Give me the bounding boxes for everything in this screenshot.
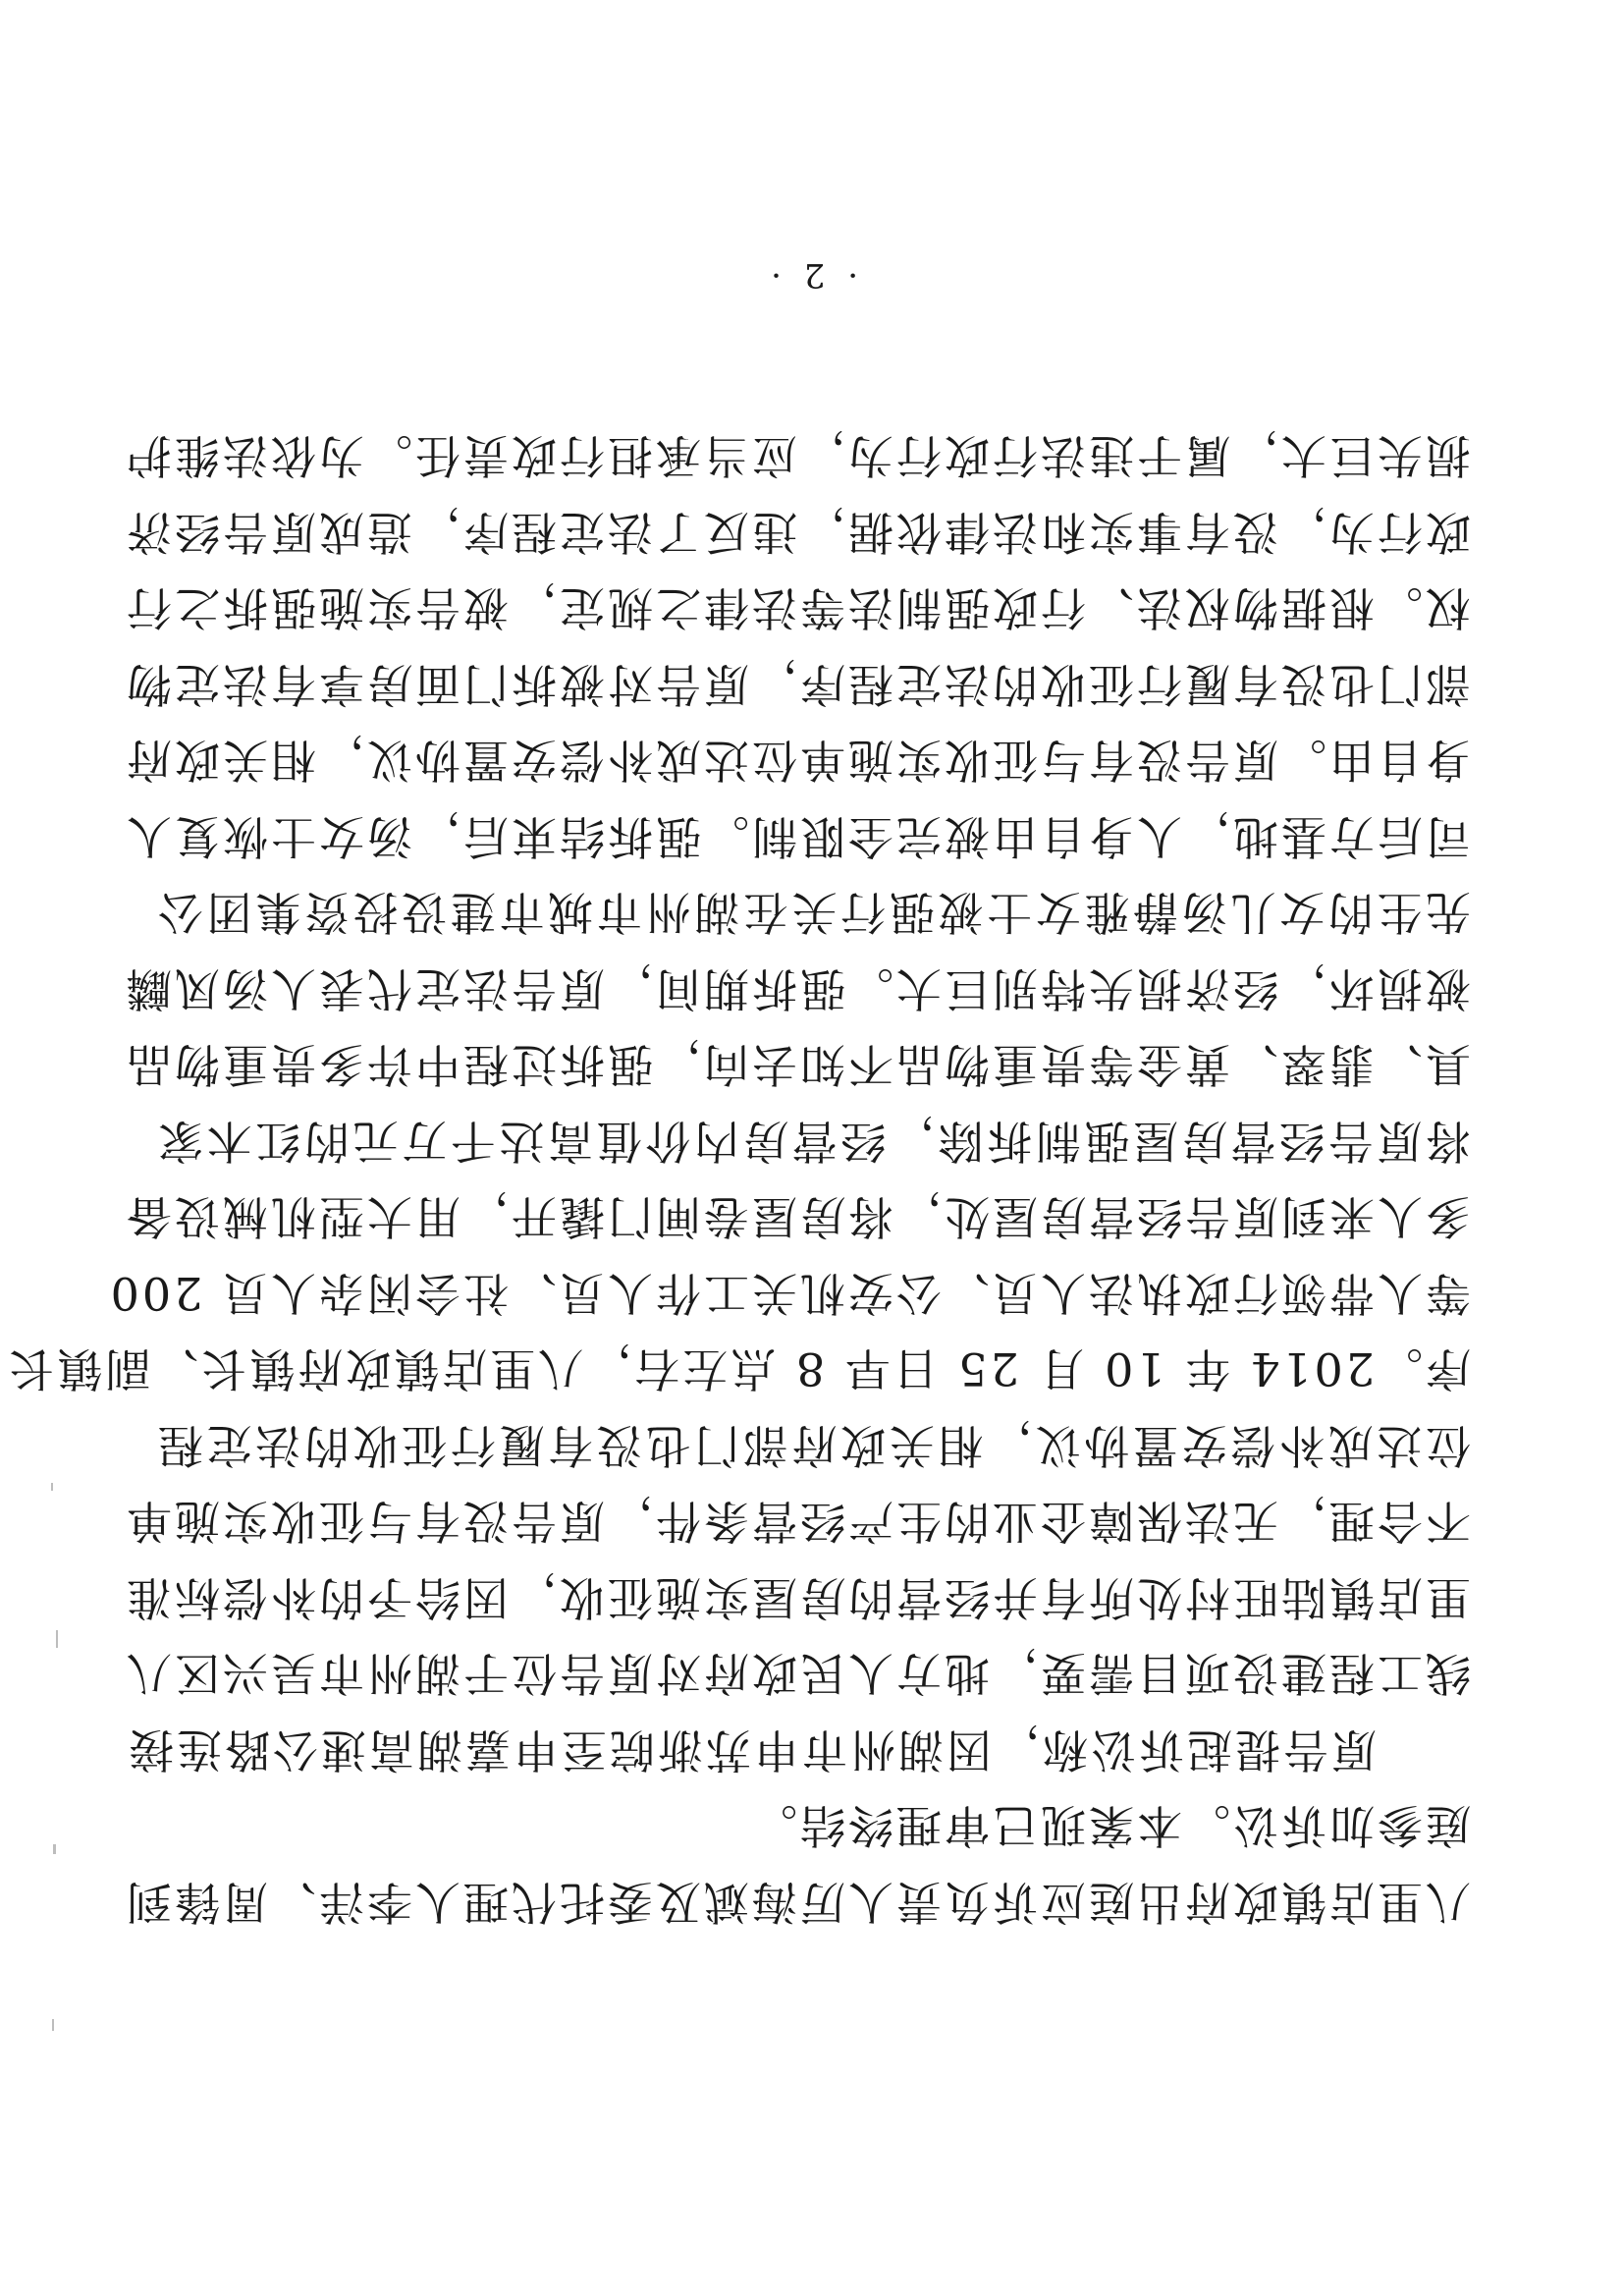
scan-artifact bbox=[53, 1844, 56, 1854]
text-line: 庭参加诉讼。本案现已审理终结。 bbox=[749, 1799, 1471, 1853]
text-line: 具、翡翠、黄金等贵重物品不知去向，强拆过程中许多贵重物品 bbox=[124, 1038, 1471, 1092]
text-line: 司后方基地，人身自由被完全限制。强拆结束后，汤女士恢复人 bbox=[124, 810, 1471, 863]
text-line: 等人带领行政执法人员、公安机关工作人员、社会闲杂人员 200 bbox=[107, 1267, 1471, 1320]
text-line: 先生的女儿汤静雅女士被强行关在湖州市城市建设投资集团公 bbox=[155, 886, 1471, 940]
text-line: 被损坏，经济损失特别巨大。强拆期间，原告法定代表人汤凤麟 bbox=[124, 962, 1471, 1015]
text-line: 将原告经营房屋强制拆除，经营房内价值高达千万元的红木家 bbox=[155, 1115, 1471, 1168]
text-line: 里店镇陆旺村处所有并经营的房屋实施征收，因给予的补偿标准 bbox=[124, 1571, 1471, 1624]
text-line: 损失巨大，属于违法行政行为，应当承担行政责任。为依法维护 bbox=[124, 429, 1471, 483]
text-line: 序。2014 年 10 月 25 日早 8 点左右，八里店镇政府镇长、副镇长 bbox=[6, 1342, 1471, 1396]
text-line: 不合理，无法保障企业的生产经营条件，原告没有与征收实施单 bbox=[124, 1495, 1471, 1549]
scan-artifact bbox=[56, 1630, 58, 1648]
text-line: 部门也没有履行征收的法定程序，原告对被拆门面房享有法定物 bbox=[124, 658, 1471, 711]
page-number: · 2 · bbox=[765, 255, 858, 295]
text-line: 权。根据物权法、行政强制法等法律之规定，被告实施强拆之行 bbox=[124, 581, 1471, 635]
text-line: 线工程建设项目需要，地方人民政府对原告位于湖州市吴兴区八 bbox=[124, 1647, 1471, 1701]
scan-artifact bbox=[51, 1483, 53, 1491]
text-line: 多人来到原告经营房屋处，将房屋卷闸门撬开，用大型机械设备 bbox=[124, 1190, 1471, 1244]
text-line: 身自由。原告没有与征收实施单位达成补偿安置协议，相关政府 bbox=[124, 734, 1471, 788]
body-text bbox=[6, 417, 1471, 1940]
text-line: 政行为，没有事实和法律依据，违反了法定程序，造成原告经济 bbox=[124, 506, 1471, 559]
scan-artifact bbox=[52, 2019, 54, 2031]
text-line: 位达成补偿安置协议，相关政府部门也没有履行征收的法定程 bbox=[155, 1419, 1471, 1472]
text-line: 八里店镇政府出庭应诉负责人厉海斌及委托代理人李洋、周锋到 bbox=[124, 1876, 1471, 1929]
text-line: 原告提起诉讼称，因湖州市申苏浙皖至申嘉湖高速公路连接 bbox=[126, 1723, 1377, 1777]
